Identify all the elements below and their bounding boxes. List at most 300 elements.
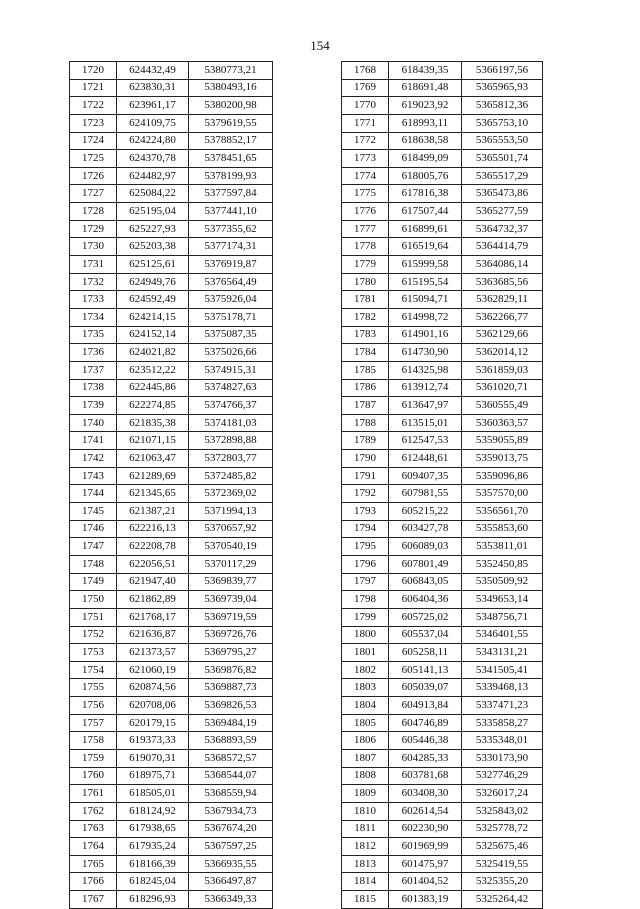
point-number-cell: 1812 xyxy=(342,838,389,856)
y-coordinate-cell: 5330173,90 xyxy=(462,749,543,767)
table-row xyxy=(342,661,543,679)
y-coordinate-cell: 5369887,73 xyxy=(189,679,273,697)
y-coordinate-cell: 5379619,55 xyxy=(189,114,273,132)
x-coordinate-cell: 619070,31 xyxy=(117,749,189,767)
table-row xyxy=(70,203,273,221)
x-coordinate-cell: 625125,61 xyxy=(117,256,189,274)
point-number-cell: 1738 xyxy=(70,379,117,397)
y-coordinate-cell: 5370117,29 xyxy=(189,555,273,573)
y-coordinate-cell: 5367674,20 xyxy=(189,820,273,838)
table-row xyxy=(70,79,273,97)
x-coordinate-cell: 624224,80 xyxy=(117,132,189,150)
y-coordinate-cell: 5374915,31 xyxy=(189,361,273,379)
x-coordinate-cell: 621060,19 xyxy=(117,661,189,679)
point-number-cell: 1784 xyxy=(342,344,389,362)
table-row xyxy=(70,732,273,750)
x-coordinate-cell: 621063,47 xyxy=(117,450,189,468)
table-row xyxy=(70,555,273,573)
point-number-cell: 1725 xyxy=(70,150,117,168)
table-row xyxy=(70,485,273,503)
table-row xyxy=(342,855,543,873)
x-coordinate-cell: 605258,11 xyxy=(389,644,462,662)
y-coordinate-cell: 5376919,87 xyxy=(189,256,273,274)
y-coordinate-cell: 5375026,66 xyxy=(189,344,273,362)
x-coordinate-cell: 625227,93 xyxy=(117,220,189,238)
point-number-cell: 1749 xyxy=(70,573,117,591)
y-coordinate-cell: 5372369,02 xyxy=(189,485,273,503)
point-number-cell: 1741 xyxy=(70,432,117,450)
coordinate-table-right xyxy=(341,61,543,909)
table-row xyxy=(70,62,273,80)
y-coordinate-cell: 5374181,03 xyxy=(189,414,273,432)
y-coordinate-cell: 5364414,79 xyxy=(462,238,543,256)
point-number-cell: 1791 xyxy=(342,467,389,485)
table-row xyxy=(342,679,543,697)
point-number-cell: 1734 xyxy=(70,308,117,326)
x-coordinate-cell: 624109,75 xyxy=(117,114,189,132)
y-coordinate-cell: 5369876,82 xyxy=(189,661,273,679)
x-coordinate-cell: 607981,55 xyxy=(389,485,462,503)
x-coordinate-cell: 601404,52 xyxy=(389,873,462,891)
y-coordinate-cell: 5366349,33 xyxy=(189,891,273,909)
y-coordinate-cell: 5325675,46 xyxy=(462,838,543,856)
y-coordinate-cell: 5366935,55 xyxy=(189,855,273,873)
table-row xyxy=(70,256,273,274)
y-coordinate-cell: 5378451,65 xyxy=(189,150,273,168)
point-number-cell: 1732 xyxy=(70,273,117,291)
table-row xyxy=(342,838,543,856)
y-coordinate-cell: 5368544,07 xyxy=(189,767,273,785)
x-coordinate-cell: 618439,35 xyxy=(389,62,462,80)
point-number-cell: 1810 xyxy=(342,802,389,820)
x-coordinate-cell: 617935,24 xyxy=(117,838,189,856)
x-coordinate-cell: 624592,49 xyxy=(117,291,189,309)
point-number-cell: 1733 xyxy=(70,291,117,309)
x-coordinate-cell: 614325,98 xyxy=(389,361,462,379)
point-number-cell: 1727 xyxy=(70,185,117,203)
y-coordinate-cell: 5362829,11 xyxy=(462,291,543,309)
x-coordinate-cell: 624482,97 xyxy=(117,167,189,185)
point-number-cell: 1753 xyxy=(70,644,117,662)
x-coordinate-cell: 624432,49 xyxy=(117,62,189,80)
x-coordinate-cell: 622056,51 xyxy=(117,555,189,573)
point-number-cell: 1796 xyxy=(342,555,389,573)
x-coordinate-cell: 623512,22 xyxy=(117,361,189,379)
x-coordinate-cell: 616519,64 xyxy=(389,238,462,256)
table-row xyxy=(342,520,543,538)
x-coordinate-cell: 624152,14 xyxy=(117,326,189,344)
y-coordinate-cell: 5369795,27 xyxy=(189,644,273,662)
table-row xyxy=(70,820,273,838)
y-coordinate-cell: 5372898,88 xyxy=(189,432,273,450)
point-number-cell: 1786 xyxy=(342,379,389,397)
y-coordinate-cell: 5337471,23 xyxy=(462,697,543,715)
y-coordinate-cell: 5375087,35 xyxy=(189,326,273,344)
table-row xyxy=(70,591,273,609)
point-number-cell: 1802 xyxy=(342,661,389,679)
x-coordinate-cell: 621071,15 xyxy=(117,432,189,450)
x-coordinate-cell: 618166,39 xyxy=(117,855,189,873)
x-coordinate-cell: 614901,16 xyxy=(389,326,462,344)
x-coordinate-cell: 615999,58 xyxy=(389,256,462,274)
point-number-cell: 1772 xyxy=(342,132,389,150)
y-coordinate-cell: 5355853,60 xyxy=(462,520,543,538)
y-coordinate-cell: 5352450,85 xyxy=(462,555,543,573)
y-coordinate-cell: 5362014,12 xyxy=(462,344,543,362)
table-row xyxy=(70,414,273,432)
point-number-cell: 1765 xyxy=(70,855,117,873)
table-row xyxy=(70,185,273,203)
point-number-cell: 1809 xyxy=(342,785,389,803)
y-coordinate-cell: 5325843,02 xyxy=(462,802,543,820)
x-coordinate-cell: 606089,03 xyxy=(389,538,462,556)
y-coordinate-cell: 5356561,70 xyxy=(462,503,543,521)
x-coordinate-cell: 621345,65 xyxy=(117,485,189,503)
y-coordinate-cell: 5361859,03 xyxy=(462,361,543,379)
y-coordinate-cell: 5335858,27 xyxy=(462,714,543,732)
x-coordinate-cell: 613515,01 xyxy=(389,414,462,432)
point-number-cell: 1770 xyxy=(342,97,389,115)
page-number: 154 xyxy=(310,38,330,53)
point-number-cell: 1748 xyxy=(70,555,117,573)
x-coordinate-cell: 618638,58 xyxy=(389,132,462,150)
point-number-cell: 1773 xyxy=(342,150,389,168)
table-row xyxy=(70,520,273,538)
y-coordinate-cell: 5378852,17 xyxy=(189,132,273,150)
x-coordinate-cell: 606843,05 xyxy=(389,573,462,591)
y-coordinate-cell: 5325778,72 xyxy=(462,820,543,838)
point-number-cell: 1754 xyxy=(70,661,117,679)
table-row xyxy=(70,220,273,238)
table-row xyxy=(342,555,543,573)
table-row xyxy=(342,256,543,274)
y-coordinate-cell: 5341505,41 xyxy=(462,661,543,679)
x-coordinate-cell: 618005,76 xyxy=(389,167,462,185)
point-number-cell: 1751 xyxy=(70,608,117,626)
x-coordinate-cell: 603408,30 xyxy=(389,785,462,803)
point-number-cell: 1799 xyxy=(342,608,389,626)
point-number-cell: 1790 xyxy=(342,450,389,468)
point-number-cell: 1813 xyxy=(342,855,389,873)
x-coordinate-cell: 601383,19 xyxy=(389,891,462,909)
point-number-cell: 1756 xyxy=(70,697,117,715)
y-coordinate-cell: 5327746,29 xyxy=(462,767,543,785)
x-coordinate-cell: 618993,11 xyxy=(389,114,462,132)
table-row xyxy=(342,785,543,803)
point-number-cell: 1805 xyxy=(342,714,389,732)
table-row xyxy=(70,714,273,732)
x-coordinate-cell: 607801,49 xyxy=(389,555,462,573)
table-row xyxy=(342,185,543,203)
y-coordinate-cell: 5364086,14 xyxy=(462,256,543,274)
x-coordinate-cell: 605537,04 xyxy=(389,626,462,644)
y-coordinate-cell: 5374827,63 xyxy=(189,379,273,397)
point-number-cell: 1778 xyxy=(342,238,389,256)
y-coordinate-cell: 5366197,56 xyxy=(462,62,543,80)
y-coordinate-cell: 5357570,00 xyxy=(462,485,543,503)
point-number-cell: 1782 xyxy=(342,308,389,326)
x-coordinate-cell: 618296,93 xyxy=(117,891,189,909)
table-row xyxy=(342,114,543,132)
table-row xyxy=(342,150,543,168)
table-row xyxy=(342,820,543,838)
x-coordinate-cell: 623961,17 xyxy=(117,97,189,115)
x-coordinate-cell: 606404,36 xyxy=(389,591,462,609)
point-number-cell: 1743 xyxy=(70,467,117,485)
point-number-cell: 1755 xyxy=(70,679,117,697)
table-row xyxy=(70,97,273,115)
table-row xyxy=(342,432,543,450)
point-number-cell: 1785 xyxy=(342,361,389,379)
x-coordinate-cell: 612448,61 xyxy=(389,450,462,468)
point-number-cell: 1730 xyxy=(70,238,117,256)
x-coordinate-cell: 615195,54 xyxy=(389,273,462,291)
point-number-cell: 1763 xyxy=(70,820,117,838)
point-number-cell: 1811 xyxy=(342,820,389,838)
point-number-cell: 1797 xyxy=(342,573,389,591)
table-row xyxy=(70,573,273,591)
point-number-cell: 1776 xyxy=(342,203,389,221)
table-row xyxy=(342,591,543,609)
y-coordinate-cell: 5368559,94 xyxy=(189,785,273,803)
point-number-cell: 1767 xyxy=(70,891,117,909)
y-coordinate-cell: 5365553,50 xyxy=(462,132,543,150)
y-coordinate-cell: 5361020,71 xyxy=(462,379,543,397)
table-row xyxy=(70,273,273,291)
y-coordinate-cell: 5377174,31 xyxy=(189,238,273,256)
y-coordinate-cell: 5326017,24 xyxy=(462,785,543,803)
table-row xyxy=(70,802,273,820)
point-number-cell: 1775 xyxy=(342,185,389,203)
table-row xyxy=(70,467,273,485)
table-row xyxy=(70,326,273,344)
point-number-cell: 1781 xyxy=(342,291,389,309)
point-number-cell: 1729 xyxy=(70,220,117,238)
y-coordinate-cell: 5369726,76 xyxy=(189,626,273,644)
y-coordinate-cell: 5343131,21 xyxy=(462,644,543,662)
y-coordinate-cell: 5367597,25 xyxy=(189,838,273,856)
x-coordinate-cell: 602614,54 xyxy=(389,802,462,820)
y-coordinate-cell: 5365501,74 xyxy=(462,150,543,168)
x-coordinate-cell: 621835,38 xyxy=(117,414,189,432)
point-number-cell: 1735 xyxy=(70,326,117,344)
y-coordinate-cell: 5367934,73 xyxy=(189,802,273,820)
table-row xyxy=(342,626,543,644)
point-number-cell: 1795 xyxy=(342,538,389,556)
x-coordinate-cell: 618505,01 xyxy=(117,785,189,803)
x-coordinate-cell: 603781,68 xyxy=(389,767,462,785)
x-coordinate-cell: 625084,22 xyxy=(117,185,189,203)
table-row xyxy=(70,114,273,132)
y-coordinate-cell: 5339468,13 xyxy=(462,679,543,697)
x-coordinate-cell: 618691,48 xyxy=(389,79,462,97)
x-coordinate-cell: 620179,15 xyxy=(117,714,189,732)
table-row xyxy=(342,379,543,397)
table-row xyxy=(342,538,543,556)
y-coordinate-cell: 5362266,77 xyxy=(462,308,543,326)
x-coordinate-cell: 621947,40 xyxy=(117,573,189,591)
point-number-cell: 1769 xyxy=(342,79,389,97)
table-row xyxy=(342,697,543,715)
table-row xyxy=(70,626,273,644)
point-number-cell: 1762 xyxy=(70,802,117,820)
y-coordinate-cell: 5363685,56 xyxy=(462,273,543,291)
x-coordinate-cell: 624949,76 xyxy=(117,273,189,291)
table-row xyxy=(342,344,543,362)
table-row xyxy=(342,485,543,503)
point-number-cell: 1747 xyxy=(70,538,117,556)
y-coordinate-cell: 5368893,59 xyxy=(189,732,273,750)
x-coordinate-cell: 605039,07 xyxy=(389,679,462,697)
x-coordinate-cell: 605725,02 xyxy=(389,608,462,626)
table-row xyxy=(70,432,273,450)
table-row xyxy=(342,273,543,291)
x-coordinate-cell: 601475,97 xyxy=(389,855,462,873)
table-row xyxy=(70,397,273,415)
x-coordinate-cell: 619023,92 xyxy=(389,97,462,115)
point-number-cell: 1724 xyxy=(70,132,117,150)
table-row xyxy=(342,450,543,468)
x-coordinate-cell: 622216,13 xyxy=(117,520,189,538)
table-row xyxy=(342,644,543,662)
y-coordinate-cell: 5346401,55 xyxy=(462,626,543,644)
y-coordinate-cell: 5376564,49 xyxy=(189,273,273,291)
y-coordinate-cell: 5377597,84 xyxy=(189,185,273,203)
table-row xyxy=(342,749,543,767)
y-coordinate-cell: 5368572,57 xyxy=(189,749,273,767)
table-row xyxy=(342,802,543,820)
y-coordinate-cell: 5380493,16 xyxy=(189,79,273,97)
x-coordinate-cell: 621636,87 xyxy=(117,626,189,644)
x-coordinate-cell: 614730,90 xyxy=(389,344,462,362)
point-number-cell: 1760 xyxy=(70,767,117,785)
table-row xyxy=(70,608,273,626)
point-number-cell: 1759 xyxy=(70,749,117,767)
x-coordinate-cell: 604913,84 xyxy=(389,697,462,715)
x-coordinate-cell: 618245,04 xyxy=(117,873,189,891)
x-coordinate-cell: 604285,33 xyxy=(389,749,462,767)
point-number-cell: 1740 xyxy=(70,414,117,432)
point-number-cell: 1736 xyxy=(70,344,117,362)
x-coordinate-cell: 615094,71 xyxy=(389,291,462,309)
x-coordinate-cell: 617507,44 xyxy=(389,203,462,221)
coordinate-table-left xyxy=(69,61,273,909)
point-number-cell: 1800 xyxy=(342,626,389,644)
table-row xyxy=(342,414,543,432)
table-row xyxy=(342,167,543,185)
point-number-cell: 1803 xyxy=(342,679,389,697)
point-number-cell: 1792 xyxy=(342,485,389,503)
y-coordinate-cell: 5369826,53 xyxy=(189,697,273,715)
point-number-cell: 1798 xyxy=(342,591,389,609)
point-number-cell: 1793 xyxy=(342,503,389,521)
table-row xyxy=(70,450,273,468)
table-row xyxy=(70,291,273,309)
y-coordinate-cell: 5369739,04 xyxy=(189,591,273,609)
y-coordinate-cell: 5374766,37 xyxy=(189,397,273,415)
x-coordinate-cell: 617938,65 xyxy=(117,820,189,838)
x-coordinate-cell: 621289,69 xyxy=(117,467,189,485)
point-number-cell: 1779 xyxy=(342,256,389,274)
point-number-cell: 1750 xyxy=(70,591,117,609)
point-number-cell: 1774 xyxy=(342,167,389,185)
x-coordinate-cell: 604746,89 xyxy=(389,714,462,732)
x-coordinate-cell: 619373,33 xyxy=(117,732,189,750)
point-number-cell: 1787 xyxy=(342,397,389,415)
table-row xyxy=(342,397,543,415)
table-row xyxy=(70,379,273,397)
y-coordinate-cell: 5360363,57 xyxy=(462,414,543,432)
table-row xyxy=(70,167,273,185)
table-row xyxy=(70,855,273,873)
y-coordinate-cell: 5369839,77 xyxy=(189,573,273,591)
point-number-cell: 1744 xyxy=(70,485,117,503)
x-coordinate-cell: 616899,61 xyxy=(389,220,462,238)
x-coordinate-cell: 603427,78 xyxy=(389,520,462,538)
x-coordinate-cell: 625195,04 xyxy=(117,203,189,221)
y-coordinate-cell: 5365277,59 xyxy=(462,203,543,221)
table-row xyxy=(70,538,273,556)
table-row xyxy=(70,873,273,891)
y-coordinate-cell: 5380773,21 xyxy=(189,62,273,80)
y-coordinate-cell: 5325355,20 xyxy=(462,873,543,891)
y-coordinate-cell: 5365753,10 xyxy=(462,114,543,132)
x-coordinate-cell: 622445,86 xyxy=(117,379,189,397)
point-number-cell: 1758 xyxy=(70,732,117,750)
y-coordinate-cell: 5375178,71 xyxy=(189,308,273,326)
table-row xyxy=(342,503,543,521)
x-coordinate-cell: 613912,74 xyxy=(389,379,462,397)
point-number-cell: 1745 xyxy=(70,503,117,521)
table-row xyxy=(342,573,543,591)
table-row xyxy=(70,891,273,909)
x-coordinate-cell: 620874,56 xyxy=(117,679,189,697)
y-coordinate-cell: 5372485,82 xyxy=(189,467,273,485)
point-number-cell: 1757 xyxy=(70,714,117,732)
point-number-cell: 1794 xyxy=(342,520,389,538)
table-row xyxy=(342,238,543,256)
table-row xyxy=(342,873,543,891)
y-coordinate-cell: 5377441,10 xyxy=(189,203,273,221)
y-coordinate-cell: 5349653,14 xyxy=(462,591,543,609)
table-row xyxy=(342,220,543,238)
y-coordinate-cell: 5362129,66 xyxy=(462,326,543,344)
table-row xyxy=(70,344,273,362)
table-row xyxy=(342,767,543,785)
point-number-cell: 1777 xyxy=(342,220,389,238)
x-coordinate-cell: 605446,38 xyxy=(389,732,462,750)
y-coordinate-cell: 5377355,62 xyxy=(189,220,273,238)
y-coordinate-cell: 5370657,92 xyxy=(189,520,273,538)
y-coordinate-cell: 5366497,87 xyxy=(189,873,273,891)
x-coordinate-cell: 621768,17 xyxy=(117,608,189,626)
table-row xyxy=(70,838,273,856)
y-coordinate-cell: 5325419,55 xyxy=(462,855,543,873)
x-coordinate-cell: 605215,22 xyxy=(389,503,462,521)
x-coordinate-cell: 620708,06 xyxy=(117,697,189,715)
x-coordinate-cell: 623830,31 xyxy=(117,79,189,97)
point-number-cell: 1768 xyxy=(342,62,389,80)
point-number-cell: 1815 xyxy=(342,891,389,909)
table-row xyxy=(70,644,273,662)
point-number-cell: 1761 xyxy=(70,785,117,803)
point-number-cell: 1806 xyxy=(342,732,389,750)
y-coordinate-cell: 5371994,13 xyxy=(189,503,273,521)
y-coordinate-cell: 5370540,19 xyxy=(189,538,273,556)
y-coordinate-cell: 5365965,93 xyxy=(462,79,543,97)
x-coordinate-cell: 625203,38 xyxy=(117,238,189,256)
x-coordinate-cell: 605141,13 xyxy=(389,661,462,679)
